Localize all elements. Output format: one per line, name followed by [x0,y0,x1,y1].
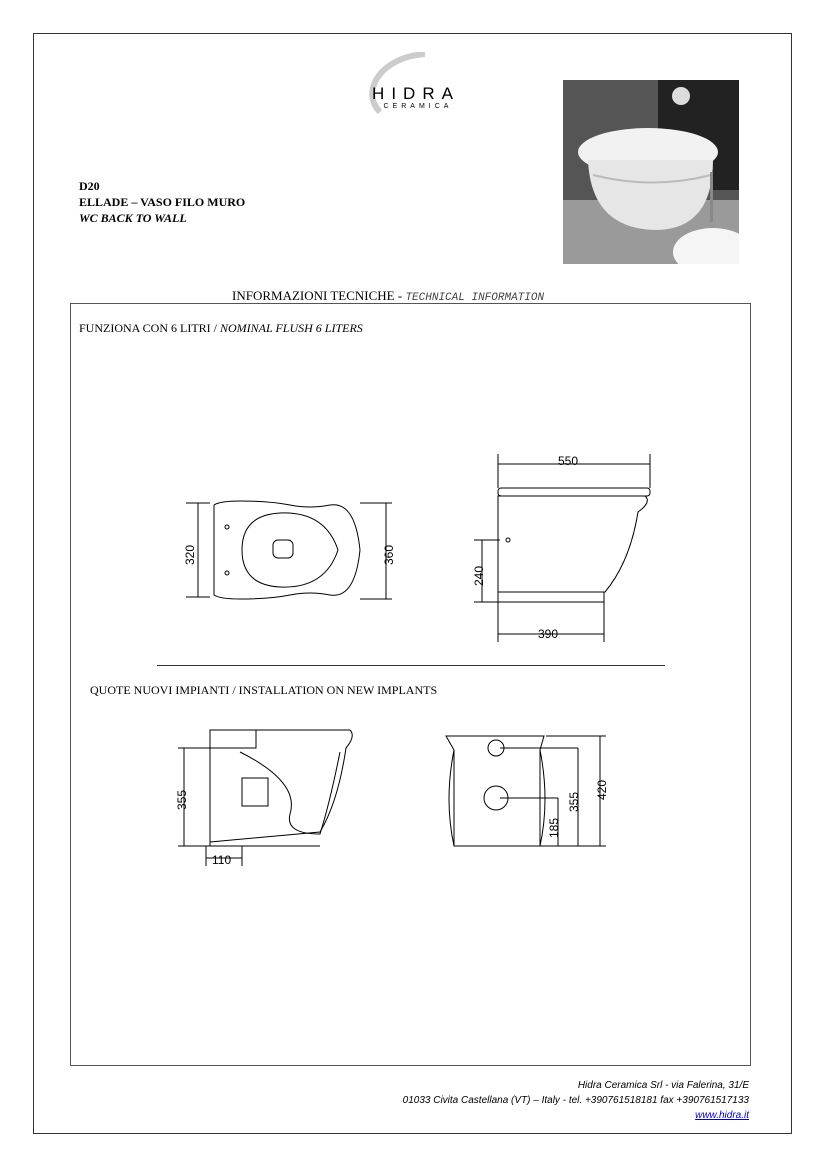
website-link[interactable]: www.hidra.it [695,1110,749,1121]
product-title-block [79,178,245,226]
dim-side-length: 550 [558,454,579,468]
company-footer [403,1078,749,1123]
dim-install-offset: 110 [212,853,232,867]
dim-rear-a: 185 [547,817,561,838]
dim-rear-c: 420 [595,779,609,800]
tech-info-heading-en: TECHNICAL INFORMATION [405,292,545,304]
side-view-drawing [470,452,660,647]
dim-top-length: 360 [382,544,396,565]
dim-side-height: 240 [472,565,486,586]
footer-contacts: 01033 Civita Castellana (VT) – Italy - tel. +390761518181 fax +390761517133 [402,1095,749,1106]
dim-side-base: 390 [538,627,559,641]
installation-rear-drawing [440,730,620,860]
product-photo [563,80,739,264]
flush-info-en: NOMINAL FLUSH 6 LITERS [220,321,363,335]
flush-info [79,321,363,336]
top-view-drawing [180,495,400,605]
implants-title: QUOTE NUOVI IMPIANTI / INSTALLATION ON NEW IMPLANTS [90,683,438,697]
tech-info-heading [232,288,544,304]
product-photo-illustration [563,80,739,264]
product-name-it: ELLADE – VASO FILO MURO [79,195,246,209]
brand-logo [340,52,490,127]
product-name-en: WC BACK TO WALL [79,211,187,225]
product-code: D20 [79,179,100,193]
logo-wordmark: HIDRA [372,84,460,103]
footer-address: Hidra Ceramica Srl - via Falerina, 31/E [577,1080,749,1091]
section-divider [157,665,665,666]
dim-top-width: 320 [183,544,197,565]
dim-install-height: 355 [175,789,189,810]
tech-info-heading-it: INFORMAZIONI TECNICHE - [232,288,403,303]
flush-info-it: FUNZIONA CON 6 LITRI / [79,321,217,335]
logo-subtitle: CERAMICA [383,103,453,110]
dim-rear-b: 355 [567,791,581,812]
installation-side-drawing [170,722,370,872]
